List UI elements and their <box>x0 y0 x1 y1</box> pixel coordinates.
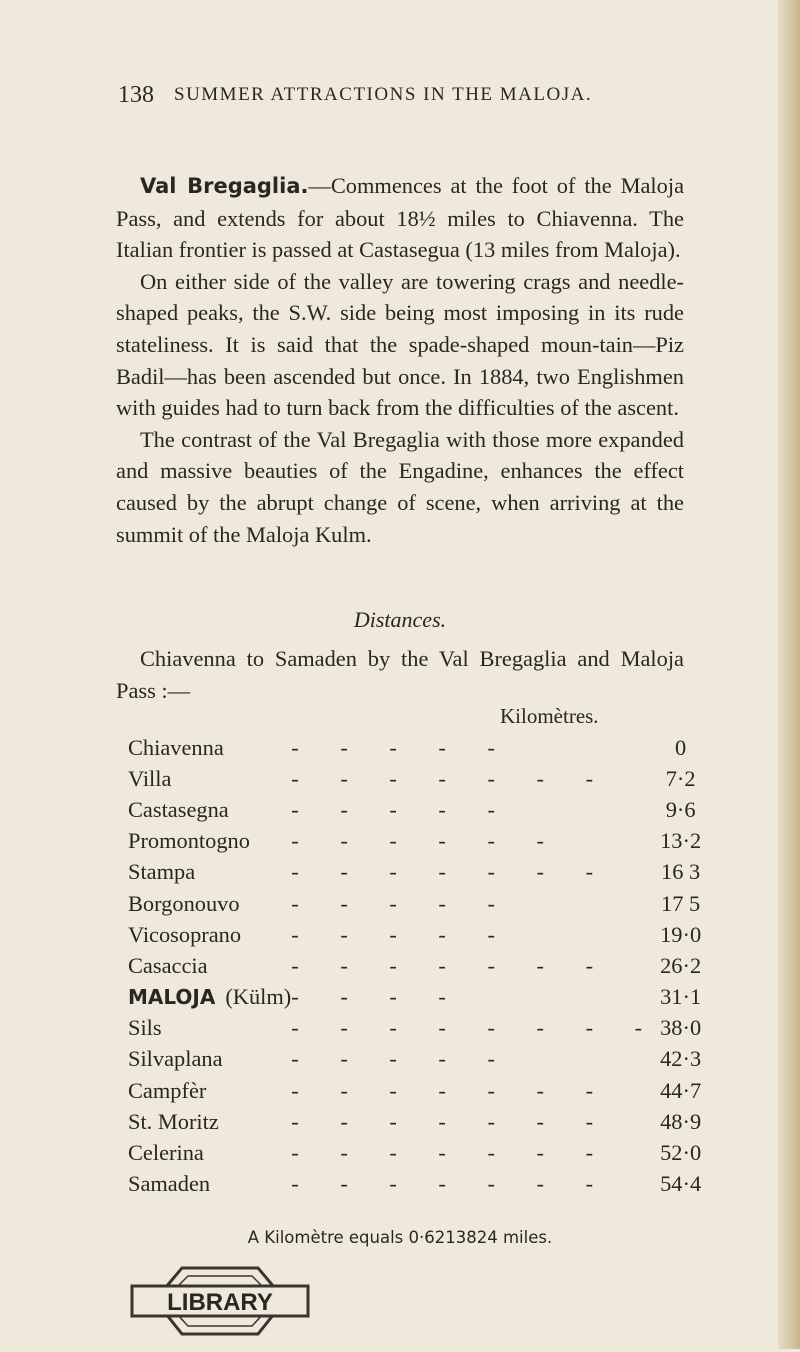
leader-dashes: - - - - - - - <box>291 1140 612 1166</box>
distance-row <box>128 1013 701 1044</box>
place-cell <box>128 1169 291 1200</box>
place-cell <box>128 950 291 981</box>
distance-value: 42·3 <box>660 1046 702 1072</box>
place-name: Promontogno <box>128 828 250 854</box>
place-name: Casaccia <box>128 952 208 978</box>
distance-value: 16 3 <box>661 859 701 885</box>
distance-value: 7·2 <box>665 765 696 791</box>
distance-row <box>128 1137 701 1168</box>
paragraph-crags: On either side of the valley are towering crags and needle-shaped peaks, the S.W. side being most imposing in its rude stateliness. It is said that the spade-shaped moun-tain—Piz Badil—has been ascended but once. In 1884, two Englishmen with guides had to turn back from the difficulties of the ascent. <box>116 268 684 421</box>
running-head: SUMMER ATTRACTIONS IN THE MALOJA. <box>174 84 593 105</box>
leader-dashes: - - - - - <box>291 796 513 822</box>
distance-value: 19·0 <box>660 921 702 947</box>
distance-value: 0 <box>675 734 687 760</box>
paragraph-text: —Commences at the foot of the Maloja Pass, and extends for about 18½ miles to Chiavenna. The Italian frontier is passed at Castasegua (13 miles from Maloja). <box>116 173 685 263</box>
leader-dashes: - - - - - <box>291 890 513 916</box>
distance-value: 31·1 <box>660 984 702 1010</box>
place-name: Sils <box>128 1015 162 1041</box>
leader-dashes: - - - - - - - <box>291 1077 612 1103</box>
place-cell <box>128 1075 291 1106</box>
distance-table-body <box>128 732 701 1200</box>
paragraph-val-bregaglia <box>116 170 684 266</box>
place-extra: (Külm) <box>225 984 292 1010</box>
distance-row <box>128 1169 701 1200</box>
unit-label: Kilomètres. <box>500 704 599 728</box>
place-name: Celerina <box>128 1140 204 1166</box>
place-name: MALOJA <box>128 985 216 1010</box>
library-stamp-graphic <box>120 1252 320 1347</box>
distances-heading: Distances. <box>353 607 447 632</box>
distance-value: 54·4 <box>660 1171 702 1197</box>
leader-dashes: - - - - <box>291 984 464 1010</box>
distance-row <box>128 919 701 950</box>
stamp-label: LIBRARY <box>167 1289 273 1316</box>
distance-row <box>128 1106 701 1137</box>
place-cell <box>128 1137 291 1168</box>
distance-value: 13·2 <box>660 828 702 854</box>
place-name: Borgonouvo <box>128 890 240 916</box>
place-name: Campfèr <box>128 1077 207 1103</box>
distances-intro-text: Chiavenna to Samaden by the Val Bregaglia and Maloja Pass :— <box>116 646 684 703</box>
paragraph-contrast: The contrast of the Val Bregaglia with those more expanded and massive beauties of the Engadine, enhances the effect caused by the abrupt change of scene, when arriving at the summit of the Maloja Kulm. <box>116 426 684 547</box>
distance-value: 44·7 <box>660 1077 702 1103</box>
distance-row <box>128 1044 701 1075</box>
distance-row <box>128 763 701 794</box>
distance-row <box>128 732 701 763</box>
distance-value: 26·2 <box>660 952 702 978</box>
place-cell <box>128 888 291 919</box>
leader-dashes: - - - - - - - <box>291 1171 612 1197</box>
distance-row <box>128 888 701 919</box>
place-cell <box>128 732 291 763</box>
leader-dashes: - - - - - - - - <box>291 1015 661 1041</box>
leader-dashes: - - - - - <box>291 734 513 760</box>
place-name: St. Moritz <box>128 1108 219 1134</box>
leader-dashes: - - - - - <box>291 1046 513 1072</box>
place-cell <box>128 794 291 825</box>
place-name: Chiavenna <box>128 734 224 760</box>
place-name: Stampa <box>128 859 196 885</box>
distance-value: 48·9 <box>660 1108 702 1134</box>
leader-dashes: - - - - - - - <box>291 765 612 791</box>
place-cell <box>128 1106 291 1137</box>
place-cell <box>128 1044 291 1075</box>
distance-row <box>128 826 701 857</box>
place-name: Villa <box>128 765 172 791</box>
place-name: Samaden <box>128 1171 211 1197</box>
page-edge-shadow <box>778 0 800 1349</box>
distances-intro <box>116 643 684 706</box>
distance-row <box>128 857 701 888</box>
place-cell <box>128 826 291 857</box>
conversion-note: A Kilomètre equals 0·6213824 miles. <box>247 1228 553 1247</box>
library-stamp <box>120 1252 320 1347</box>
place-cell <box>128 763 291 794</box>
leader-dashes: - - - - - - <box>291 828 562 854</box>
distance-value: 52·0 <box>660 1140 702 1166</box>
leader-dashes: - - - - - - - <box>291 1108 612 1134</box>
distance-row <box>128 950 701 981</box>
place-name: Castasegna <box>128 796 229 822</box>
paragraph-lead: Val Bregaglia. <box>140 174 309 198</box>
page-number: 138 <box>118 82 154 108</box>
leader-dashes: - - - - - <box>291 921 513 947</box>
distance-value: 38·0 <box>660 1015 702 1041</box>
leader-dashes: - - - - - - - <box>291 859 612 885</box>
place-cell <box>128 857 291 888</box>
distance-value: 9·6 <box>665 796 696 822</box>
distance-table <box>128 732 701 1200</box>
place-cell <box>128 919 291 950</box>
place-name: Vicosoprano <box>128 921 242 947</box>
distance-row <box>128 794 701 825</box>
body-text <box>116 170 684 550</box>
place-cell <box>128 982 291 1013</box>
place-name: Silvaplana <box>128 1046 223 1072</box>
leader-dashes: - - - - - - - <box>291 952 612 978</box>
page-header <box>118 82 678 112</box>
place-cell <box>128 1013 291 1044</box>
distance-row <box>128 1075 701 1106</box>
distance-value: 17 5 <box>661 890 701 916</box>
distance-row <box>128 982 701 1013</box>
